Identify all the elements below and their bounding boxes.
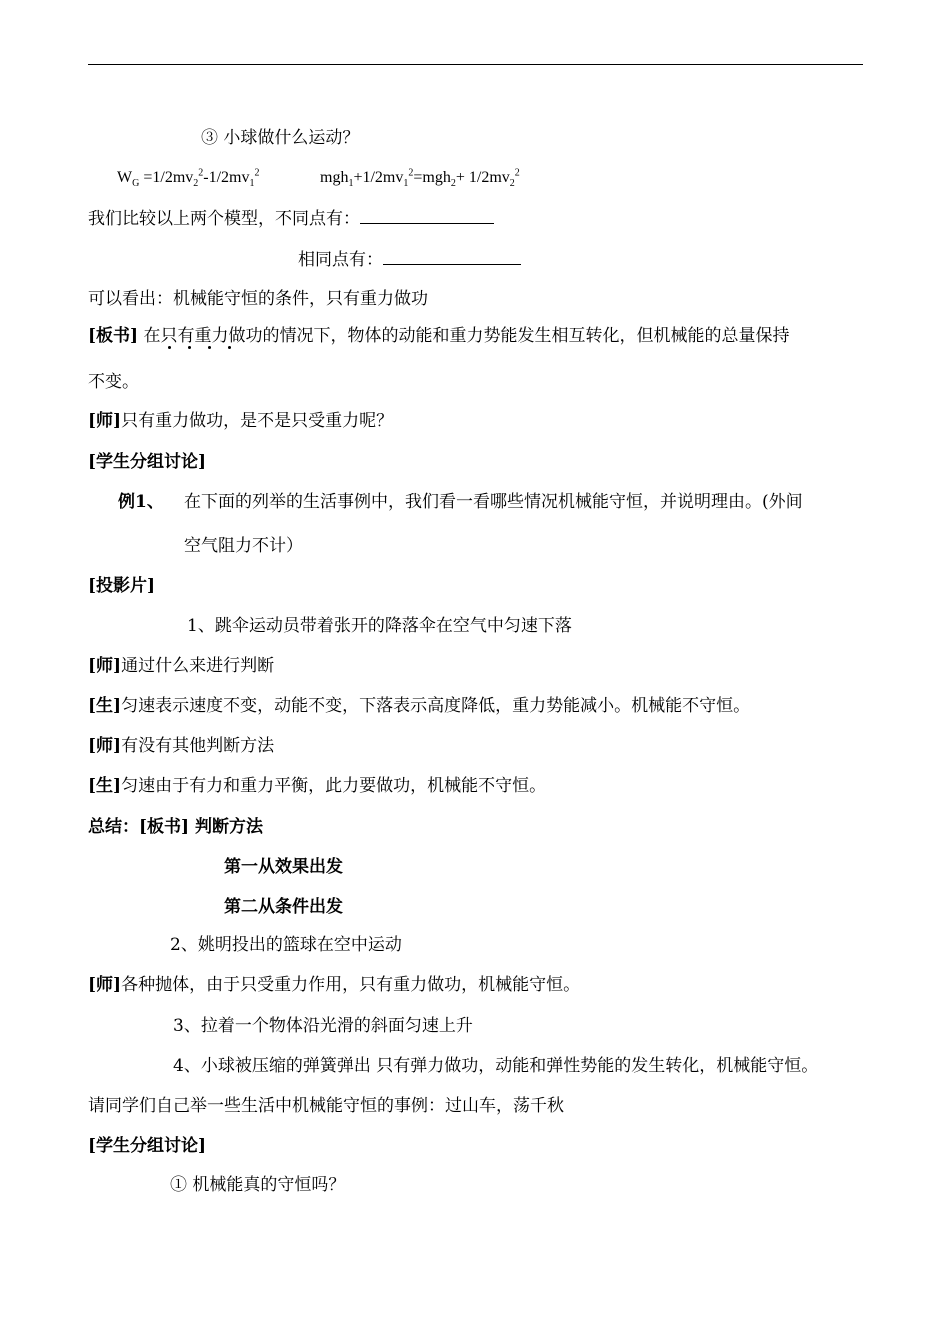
compare-similarities: 相同点有： <box>298 248 521 271</box>
student-line-1: [生]匀速表示速度不变，动能不变，下落表示高度降低，重力势能减小。机械能不守恒。 <box>88 696 751 716</box>
teacher-line-2: [师]通过什么来进行判断 <box>88 656 275 676</box>
summary-heading: 总结：[板书] 判断方法 <box>88 817 264 837</box>
example-text-continued: 空气阻力不计） <box>184 536 303 556</box>
similarities-blank[interactable] <box>383 248 521 265</box>
differences-blank[interactable] <box>360 207 494 224</box>
student-line-2: [生]匀速由于有力和重力平衡，此力要做功，机械能不守恒。 <box>88 776 547 796</box>
example-text: 在下面的列举的生活事例中，我们看一看哪些情况机械能守恒，并说明理由。(外间 <box>184 492 803 512</box>
method-2: 第二从条件出发 <box>224 897 343 917</box>
group-discussion-1: [学生分组讨论] <box>88 452 207 472</box>
case-item-4: 4、小球被压缩的弹簧弹出 只有弹力做功，动能和弹性势能的发生转化，机械能守恒。 <box>173 1056 819 1076</box>
case-item-1: 1、跳伞运动员带着张开的降落伞在空气中匀速下落 <box>187 616 572 636</box>
question-3: ③ 小球做什么运动？ <box>201 128 360 148</box>
formula-work-gravity: $W_G =1/2mv_2^2-1/2mv_1^2$ <box>117 167 260 190</box>
group-discussion-2: [学生分组讨论] <box>88 1136 207 1156</box>
teacher-line-3: [师]有没有其他判断方法 <box>88 736 275 756</box>
board-note-1: [板书] 在只有重力做功的情况下，物体的动能和重力势能发生相互转化，但机械能的总量保持 <box>88 326 790 346</box>
formula-energy-conservation: $mgh_1+1/2mv_1^2=mgh_2+ 1/2mv_2^2$ <box>320 167 520 190</box>
teacher-line-4: [师]各种抛体，由于只受重力作用，只有重力做功，机械能守恒。 <box>88 975 581 995</box>
slide-heading: [投影片] <box>88 576 156 596</box>
case-item-3: 3、拉着一个物体沿光滑的斜面匀速上升 <box>173 1016 473 1036</box>
ask-examples: 请同学们自己举一些生活中机械能守恒的事例：过山车，荡千秋 <box>88 1096 564 1116</box>
question-1: ① 机械能真的守恒吗？ <box>170 1175 346 1195</box>
conservation-condition: 可以看出：机械能守恒的条件，只有重力做功 <box>88 289 428 309</box>
example-label: 例1、 <box>118 492 164 512</box>
case-item-2: 2、姚明投出的篮球在空中运动 <box>170 935 402 955</box>
teacher-line-1: [师]只有重力做功，是不是只受重力呢？ <box>88 411 394 431</box>
board-note-1-continued: 不变。 <box>88 372 139 392</box>
header-rule <box>88 64 863 65</box>
compare-differences: 我们比较以上两个模型，不同点有： <box>88 207 494 230</box>
method-1: 第一从效果出发 <box>224 857 343 877</box>
